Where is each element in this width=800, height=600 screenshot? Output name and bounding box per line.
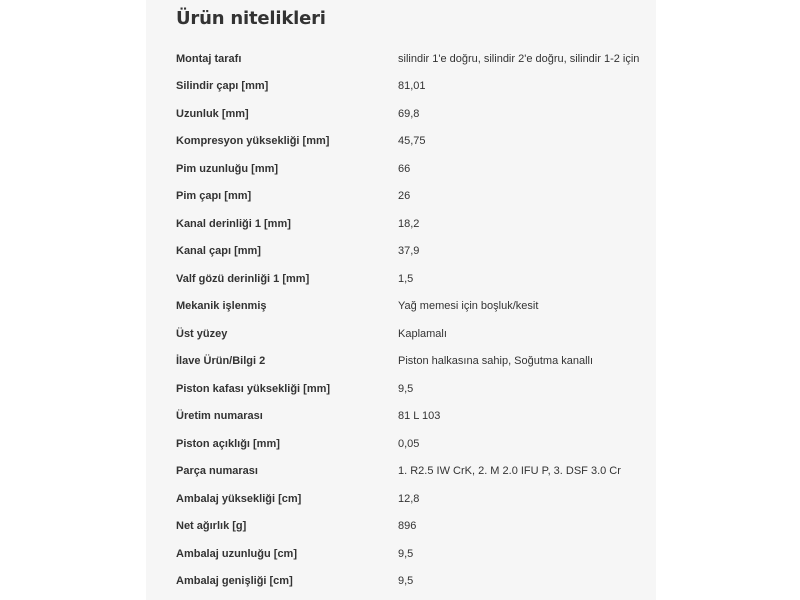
attribute-label: Ambalaj yüksekliği [cm]	[176, 492, 302, 505]
attribute-value: 18,2	[398, 217, 420, 230]
attribute-value: 9,5	[398, 382, 414, 395]
attribute-value: 1,5	[398, 272, 414, 285]
attribute-label: İlave Ürün/Bilgi 2	[176, 355, 266, 368]
table-row	[146, 183, 656, 211]
attribute-label: Üst yüzey	[176, 327, 228, 340]
attribute-value: 45,75	[398, 135, 426, 148]
table-row	[146, 45, 656, 73]
attribute-value: 12,8	[398, 492, 420, 505]
table-row	[146, 100, 656, 128]
product-attributes-table	[146, 45, 656, 595]
attribute-value: 66	[398, 162, 411, 175]
attribute-value: Piston halkasına sahip, Soğutma kanallı	[398, 355, 594, 368]
table-row	[146, 155, 656, 183]
attribute-value: Yağ memesi için boşluk/kesit	[398, 300, 539, 313]
attribute-value: 69,8	[398, 107, 420, 120]
attribute-label: Kanal derinliği 1 [mm]	[176, 217, 291, 230]
attribute-label: Üretim numarası	[176, 410, 263, 423]
attribute-label: Kompresyon yüksekliği [mm]	[176, 135, 330, 148]
table-row	[146, 73, 656, 101]
table-row	[146, 210, 656, 238]
table-row	[146, 568, 656, 596]
table-row	[146, 485, 656, 513]
table-row	[146, 265, 656, 293]
attribute-label: Parça numarası	[176, 465, 258, 478]
table-row	[146, 293, 656, 321]
attribute-label: Piston açıklığı [mm]	[176, 437, 280, 450]
attribute-label: Pim çapı [mm]	[176, 190, 252, 203]
table-row	[146, 128, 656, 156]
table-row	[146, 458, 656, 486]
attribute-label: Mekanik işlenmiş	[176, 300, 267, 313]
attribute-label: Kanal çapı [mm]	[176, 245, 261, 258]
attribute-label: Valf gözü derinliği 1 [mm]	[176, 272, 310, 285]
attribute-value: 896	[398, 520, 417, 533]
attribute-value: 0,05	[398, 437, 420, 450]
attribute-value: 81,01	[398, 80, 426, 93]
attribute-label: Net ağırlık [g]	[176, 520, 247, 533]
attribute-label: Uzunluk [mm]	[176, 107, 249, 120]
attribute-value: Kaplamalı	[398, 327, 447, 340]
attribute-value: 81 L 103	[398, 410, 441, 423]
table-row	[146, 375, 656, 403]
table-row	[146, 238, 656, 266]
attribute-label: Ambalaj genişliği [cm]	[176, 575, 293, 588]
attribute-value: silindir 1'e doğru, silindir 2'e doğru, silindir 1-2 için	[398, 52, 640, 65]
attribute-value: 26	[398, 190, 411, 203]
table-row	[146, 513, 656, 541]
attribute-label: Silindir çapı [mm]	[176, 80, 269, 93]
table-row	[146, 403, 656, 431]
attribute-label: Montaj tarafı	[176, 52, 242, 65]
section-title: Ürün nitelikleri	[176, 8, 326, 29]
table-row	[146, 348, 656, 376]
table-row	[146, 540, 656, 568]
table-row	[146, 430, 656, 458]
attribute-label: Ambalaj uzunluğu [cm]	[176, 547, 297, 560]
attribute-value: 37,9	[398, 245, 420, 258]
attribute-value: 1. R2.5 IW CrK, 2. M 2.0 IFU P, 3. DSF 3.0 Cr	[398, 465, 621, 478]
attribute-label: Pim uzunluğu [mm]	[176, 162, 279, 175]
attribute-label: Piston kafası yüksekliği [mm]	[176, 382, 331, 395]
attribute-value: 9,5	[398, 575, 414, 588]
table-row	[146, 320, 656, 348]
attribute-value: 9,5	[398, 547, 414, 560]
